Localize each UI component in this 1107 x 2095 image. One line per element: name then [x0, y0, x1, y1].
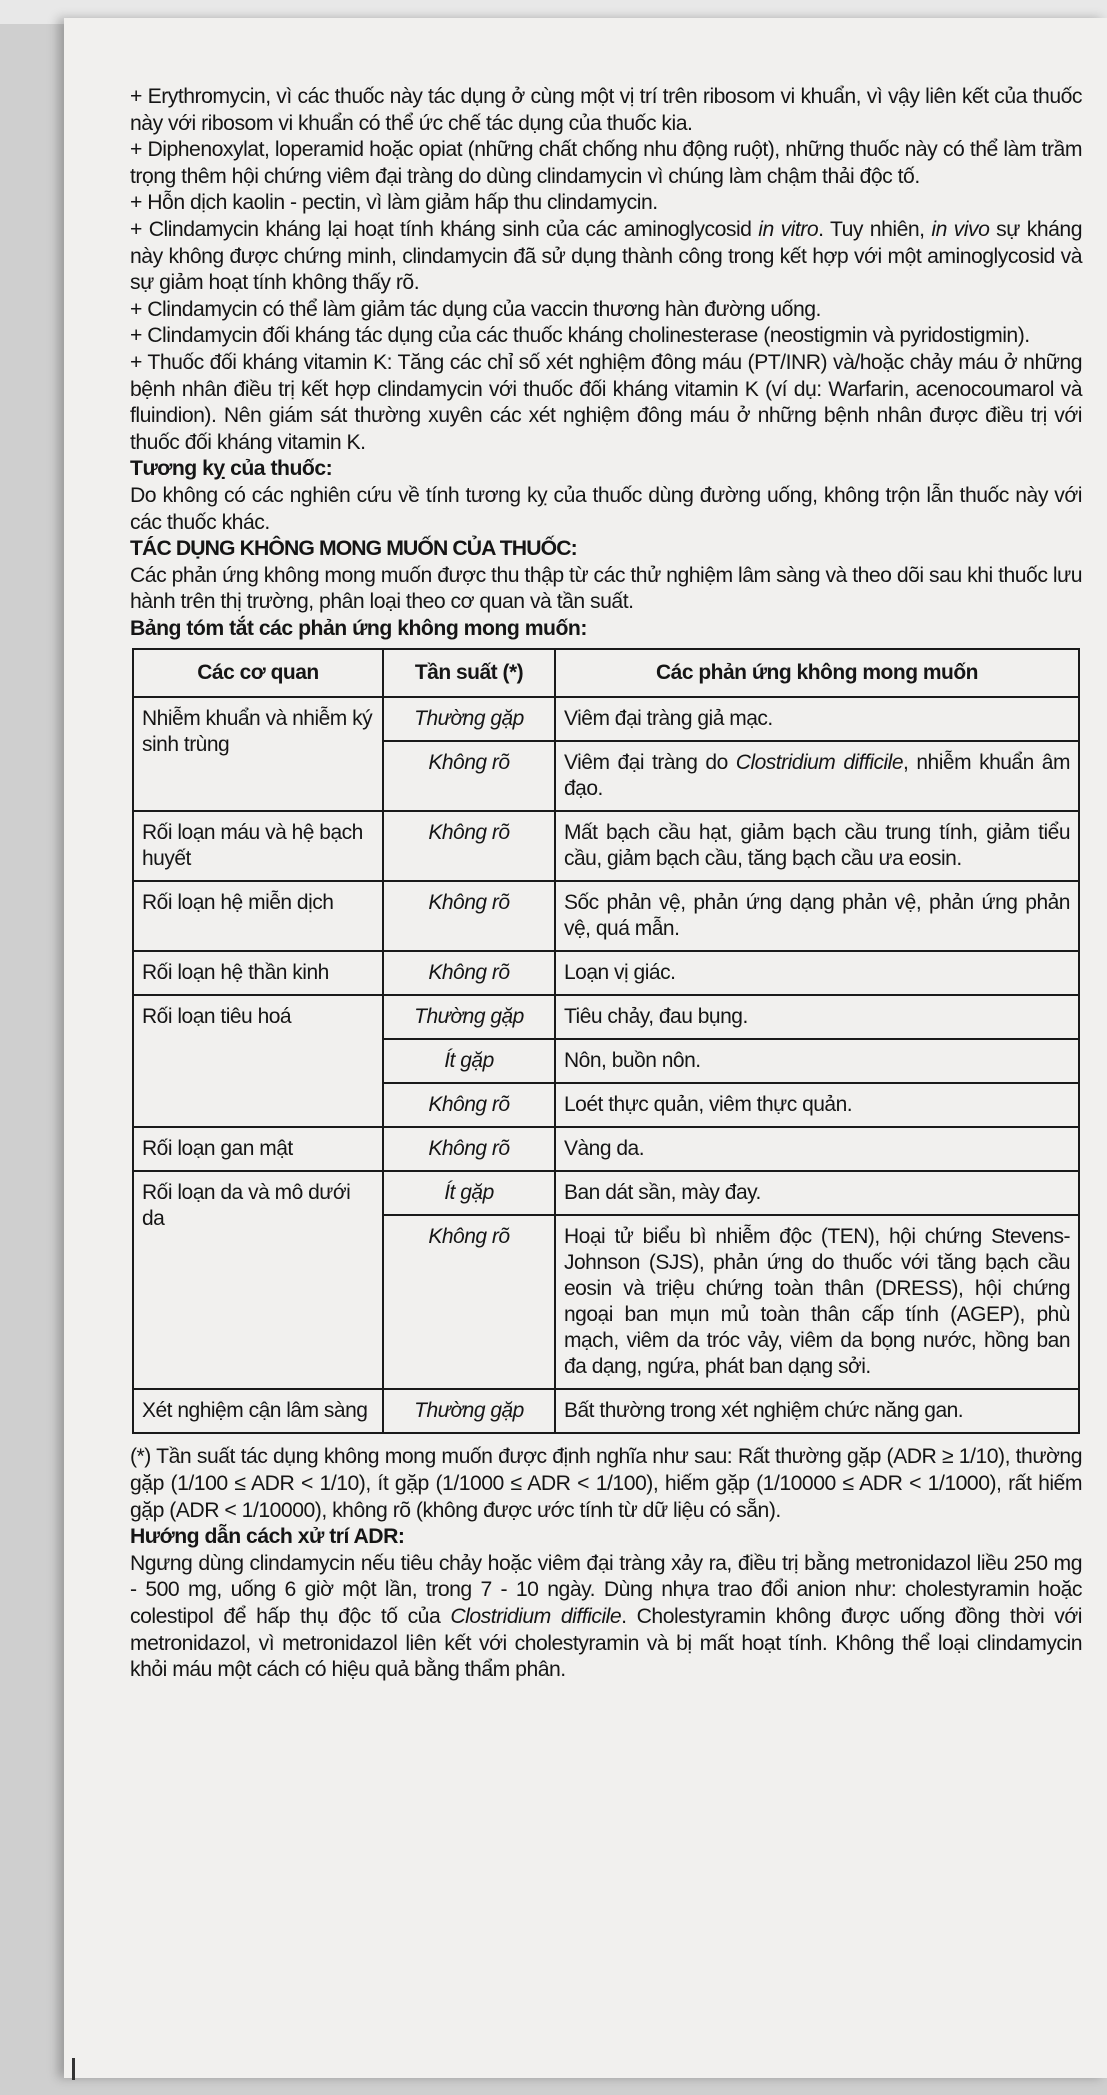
table-row [133, 951, 1079, 995]
frequency-cell: Thường gặp [383, 1389, 555, 1433]
interaction-kaolin: + Hỗn dịch kaolin - pectin, vì làm giảm hấp thu clindamycin. [130, 191, 658, 215]
text-run: Viêm đại tràng do [564, 751, 736, 775]
reaction-cell: Mất bạch cầu hạt, giảm bạch cầu trung tính, giảm tiểu cầu, giảm bạch cầu, tăng bạch cầu ưa eosin. [555, 811, 1079, 881]
frequency-cell: Không rõ [383, 881, 555, 951]
reaction-cell: Ban dát sần, mày đay. [555, 1171, 1079, 1215]
organ-cell: Rối loạn hệ miễn dịch [133, 881, 383, 951]
interaction-vitamin-k: + Thuốc đối kháng vitamin K: Tăng các chỉ số xét nghiệm đông máu (PT/INR) và/hoặc chảy máu ở những bệnh nhân điều trị kết hợp clindamycin với thuốc đối kháng vitamin K (ví dụ: Warfarin, acenocoumarol và fluindion). Nên giám sát thường xuyên các xét nghiệm đông máu ở những bệnh nhân được điều trị với thuốc đối kháng vitamin K. [130, 350, 1082, 454]
interaction-aminoglycosid [130, 217, 1082, 297]
table-row [133, 811, 1079, 881]
italic-term: Clostridium difficile [450, 1605, 622, 1629]
guide-heading: Hướng dẫn cách xử trí ADR: [130, 1525, 405, 1549]
table-row [133, 881, 1079, 951]
adr-intro: Các phản ứng không mong muốn được thu thập từ các thử nghiệm lâm sàng và theo dõi sau khi thuốc lưu hành trên thị trường, phân loại theo cơ quan và tần suất. [130, 563, 1082, 614]
table-row [133, 697, 1079, 741]
frequency-cell: Không rõ [383, 1215, 555, 1389]
text-run: , nhiễm khuẩn âm đạo. [564, 751, 1070, 801]
italic-term: in vitro [758, 217, 819, 241]
frequency-cell: Không rõ [383, 1127, 555, 1171]
adr-heading: TÁC DỤNG KHÔNG MONG MUỐN CỦA THUỐC: [130, 537, 577, 561]
interaction-cholinesterase: + Clindamycin đối kháng tác dụng của các thuốc kháng cholinesterase (neostigmin và pyridostigmin). [130, 324, 1030, 348]
frequency-cell: Ít gặp [383, 1039, 555, 1083]
adr-table [132, 648, 1080, 1434]
reaction-cell: Bất thường trong xét nghiệm chức năng gan. [555, 1389, 1079, 1433]
italic-term: Clostridium difficile [735, 751, 904, 775]
interaction-erythromycin: + Erythromycin, vì các thuốc này tác dụng ở cùng một vị trí trên ribosom vi khuẩn, vì vậy liên kết của thuốc này với ribosom vi khuẩn có thể ức chế tác dụng của thuốc kia. [130, 85, 1082, 135]
table-header-row [133, 649, 1079, 697]
header-organ: Các cơ quan [133, 649, 383, 697]
reaction-cell: Loạn vị giác. [555, 951, 1079, 995]
frequency-cell: Thường gặp [383, 995, 555, 1039]
table-caption: Bảng tóm tắt các phản ứng không mong muốn: [130, 616, 587, 640]
text-run: . Cholestyramin không được uống đồng thời với metronidazol, vì metronidazol liên kết với cholestyramin và bị mất hoạt tính. Không thể loại clindamycin khỏi máu một cách có hiệu quả bằng thẩm phân. [130, 1605, 1082, 1682]
frequency-cell: Không rõ [383, 1083, 555, 1127]
guide-text [130, 1551, 1082, 1684]
reaction-cell: Viêm đại tràng giả mạc. [555, 697, 1079, 741]
reaction-cell: Vàng da. [555, 1127, 1079, 1171]
organ-cell: Rối loạn tiêu hoá [133, 995, 383, 1127]
text-run: . Tuy nhiên, [818, 217, 932, 241]
organ-cell: Nhiễm khuẩn và nhiễm ký sinh trùng [133, 697, 383, 811]
text-run: Ngưng dùng clindamycin nếu tiêu chảy hoặc viêm đại tràng xảy ra, điều trị bằng metronidazol liều 250 mg - 500 mg, uống 6 giờ một lần, trong 7 - 10 ngày. Dùng nhựa trao đổi anion như: cholestyramin hoặc colestipol để hấp thụ độc tố của [130, 1551, 1082, 1629]
compat-text: Do không có các nghiên cứu về tính tương kỵ của thuốc dùng đường uống, không trộn lẫn thuốc này với các thuốc khác. [130, 483, 1082, 534]
reaction-cell [555, 741, 1079, 811]
table-row [133, 1389, 1079, 1433]
document-content [130, 84, 1082, 1684]
table-row [133, 1127, 1079, 1171]
table-row [133, 1171, 1079, 1215]
frequency-cell: Không rõ [383, 811, 555, 881]
reaction-cell: Tiêu chảy, đau bụng. [555, 995, 1079, 1039]
italic-term: in vivo [931, 217, 990, 241]
organ-cell: Xét nghiệm cận lâm sàng [133, 1389, 383, 1433]
frequency-footnote: (*) Tần suất tác dụng không mong muốn được định nghĩa như sau: Rất thường gặp (ADR ≥ 1/10), thường gặp (1/100 ≤ ADR < 1/10), ít gặp (1/1000 ≤ ADR < 1/100), hiếm gặp (1/10000 ≤ ADR < 1/1000), rất hiếm gặp (ADR < 1/10000), không rõ (không được ước tính từ dữ liệu có sẵn). [130, 1445, 1082, 1522]
interaction-vaccine: + Clindamycin có thể làm giảm tác dụng của vaccin thương hàn đường uống. [130, 297, 821, 321]
organ-cell: Rối loạn da và mô dưới da [133, 1171, 383, 1389]
organ-cell: Rối loạn gan mật [133, 1127, 383, 1171]
reaction-cell: Hoại tử biểu bì nhiễm độc (TEN), hội chứng Stevens-Johnson (SJS), phản ứng do thuốc với tăng bạch cầu eosin và triệu chứng toàn thân (DRESS), hội chứng ngoại ban mụn mủ toàn thân cấp tính (AGEP), phù mạch, viêm da tróc vảy, viêm da bọng nước, hồng ban đa dạng, ngứa, phát ban dạng sởi. [555, 1215, 1079, 1389]
interaction-diphenoxylat: + Diphenoxylat, loperamid hoặc opiat (những chất chống nhu động ruột), những thuốc này có thể làm trầm trọng thêm hội chứng viêm đại tràng do dùng clindamycin vì chúng làm chậm thải độc tố. [130, 138, 1082, 188]
table-row [133, 995, 1079, 1039]
reaction-cell: Sốc phản vệ, phản ứng dạng phản vệ, phản ứng phản vệ, quá mẫn. [555, 881, 1079, 951]
scan-edge-mark [72, 2058, 75, 2080]
header-reaction: Các phản ứng không mong muốn [555, 649, 1079, 697]
frequency-cell: Thường gặp [383, 697, 555, 741]
text-run: sự kháng này không được chứng minh, clindamycin đã sử dụng thành công trong kết hợp với một aminoglycosid và sự giảm hoạt tính không thấy rõ. [130, 217, 1083, 295]
reaction-cell: Loét thực quản, viêm thực quản. [555, 1083, 1079, 1127]
header-frequency: Tần suất (*) [383, 649, 555, 697]
frequency-cell: Không rõ [383, 951, 555, 995]
compat-heading: Tương kỵ của thuốc: [130, 457, 333, 481]
text-run: + Clindamycin kháng lại hoạt tính kháng sinh của các aminoglycosid [130, 217, 759, 241]
organ-cell: Rối loạn hệ thần kinh [133, 951, 383, 995]
frequency-cell: Ít gặp [383, 1171, 555, 1215]
reaction-cell: Nôn, buồn nôn. [555, 1039, 1079, 1083]
organ-cell: Rối loạn máu và hệ bạch huyết [133, 811, 383, 881]
interaction-list [130, 84, 1082, 456]
frequency-cell: Không rõ [383, 741, 555, 811]
